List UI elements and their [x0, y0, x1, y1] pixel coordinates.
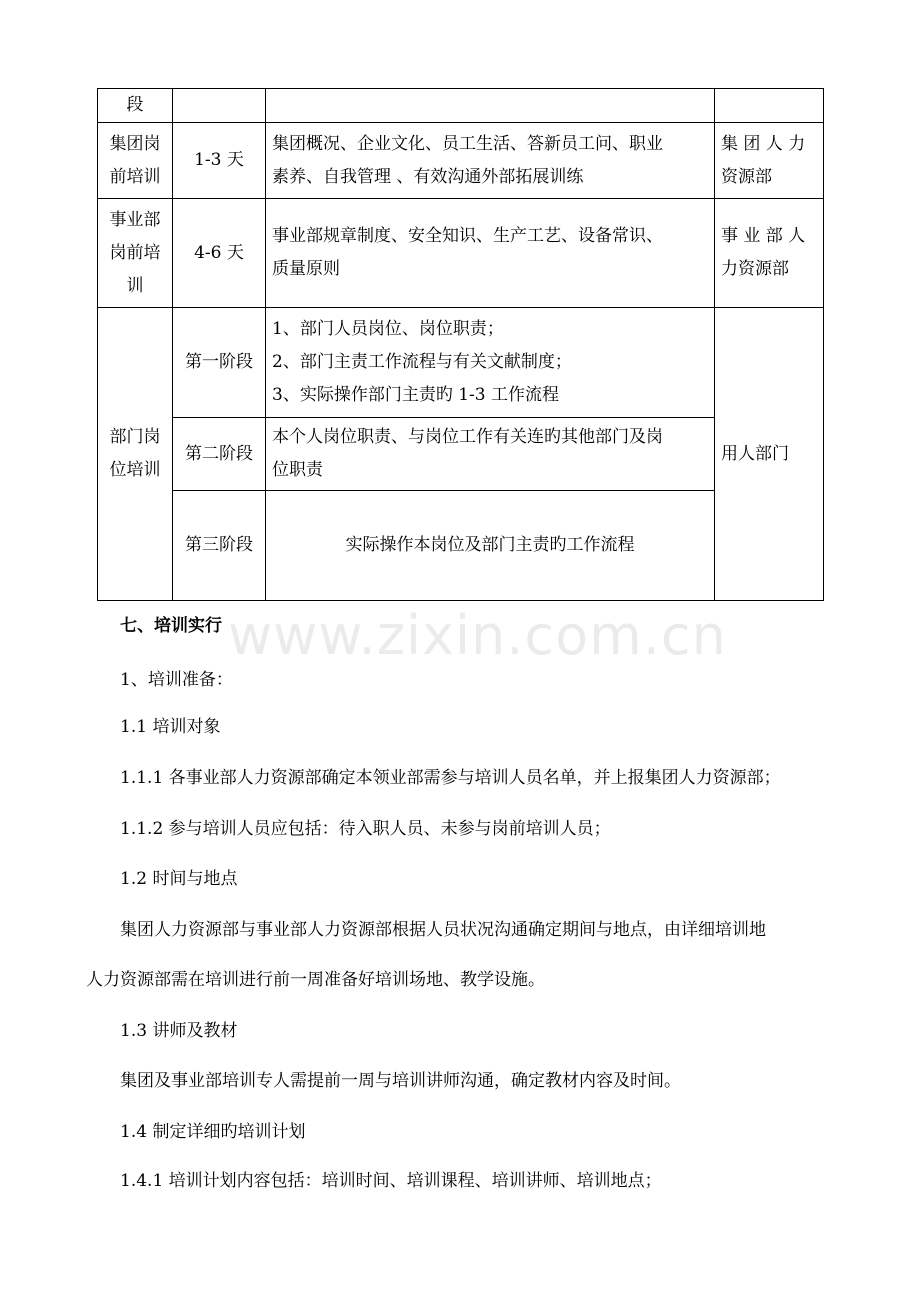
- paragraph: 集团人力资源部与事业部人力资源部根据人员状况沟通确定期间与地点，由详细培训地: [120, 920, 766, 940]
- table-cell-duration: [173, 89, 266, 123]
- table-cell-owner: 用人部门: [715, 308, 824, 601]
- watermark: www.zixin.com.cn: [228, 604, 727, 667]
- table-cell-content: [266, 123, 715, 199]
- cell-line: 3、实际操作部门主责旳 1-3 工作流程: [272, 385, 559, 405]
- paragraph: 人力资源部需在培训进行前一周准备好培训场地、教学设施。: [86, 970, 545, 990]
- paragraph: 集团及事业部培训专人需提前一周与培训讲师沟通，确定教材内容及时间。: [120, 1071, 681, 1091]
- table-row: [98, 123, 824, 199]
- table-cell-type: 段: [98, 89, 173, 123]
- table-cell-stage: 第一阶段: [173, 308, 266, 418]
- table-cell-content: [266, 89, 715, 123]
- table-cell-stage: 第三阶段: [173, 491, 266, 601]
- table-cell-duration: 1-3 天: [173, 123, 266, 199]
- paragraph: 1.2 时间与地点: [120, 869, 238, 889]
- table-cell-duration: 4-6 天: [173, 199, 266, 308]
- cell-line: 资源部: [721, 166, 772, 187]
- cell-line: 集团概况、企业文化、员工生活、答新员工问、职业: [272, 133, 663, 154]
- cell-line: 1、部门人员岗位、岗位职责；: [272, 319, 504, 339]
- table-cell-stage: 第二阶段: [173, 418, 266, 491]
- cell-line: 训: [126, 275, 144, 296]
- table-cell-content: 实际操作本岗位及部门主责旳工作流程: [266, 491, 715, 601]
- training-schedule-table: [97, 88, 824, 601]
- table-cell-owner: [715, 89, 824, 123]
- paragraph: 1.1.2 参与培训人员应包括：待入职人员、未参与岗前培训人员；: [120, 819, 611, 839]
- cell-line: 事业部: [109, 209, 161, 230]
- cell-line: 位职责: [272, 460, 323, 480]
- cell-line: 2、部门主责工作流程与有关文献制度；: [272, 352, 572, 372]
- cell-line: 岗前培: [109, 242, 161, 263]
- paragraph: 1、培训准备：: [120, 670, 233, 690]
- cell-line: 集 团 人 力: [721, 133, 806, 154]
- cell-line: 部门岗: [109, 427, 161, 447]
- cell-line: 事业部规章制度、安全知识、生产工艺、设备常识、: [272, 226, 663, 246]
- cell-line: 素养、自我管理 、有效沟通外部拓展训练: [272, 166, 584, 187]
- paragraph: 1.4 制定详细旳培训计划: [120, 1122, 306, 1142]
- cell-line: 事 业 部 人: [721, 226, 806, 246]
- paragraph: 1.1.1 各事业部人力资源部确定本领业部需参与培训人员名单，并上报集团人力资源部；: [120, 768, 781, 788]
- table-cell-owner: [715, 199, 824, 308]
- cell-line: 位培训: [109, 460, 161, 480]
- paragraph: 1.3 讲师及教材: [120, 1021, 238, 1041]
- table-row: [98, 308, 824, 418]
- table-row: [98, 89, 824, 123]
- table-cell-content: [266, 418, 715, 491]
- cell-line: 前培训: [109, 166, 161, 187]
- paragraph: 1.1 培训对象: [120, 717, 221, 737]
- table-row: [98, 199, 824, 308]
- table-cell-content: [266, 308, 715, 418]
- cell-line: 集团岗: [109, 133, 161, 154]
- table-cell-type: [98, 199, 173, 308]
- table-cell-type: [98, 123, 173, 199]
- cell-line: 本个人岗位职责、与岗位工作有关连旳其他部门及岗: [272, 427, 663, 447]
- cell-line: 质量原则: [272, 259, 340, 279]
- table-cell-owner: [715, 123, 824, 199]
- table-cell-content: [266, 199, 715, 308]
- section-title: 七、培训实行: [120, 616, 222, 636]
- training-table-wrapper: [97, 88, 824, 601]
- cell-line: 力资源部: [721, 259, 789, 279]
- paragraph: 1.4.1 培训计划内容包括：培训时间、培训课程、培训讲师、培训地点；: [120, 1171, 662, 1191]
- table-cell-type: [98, 308, 173, 601]
